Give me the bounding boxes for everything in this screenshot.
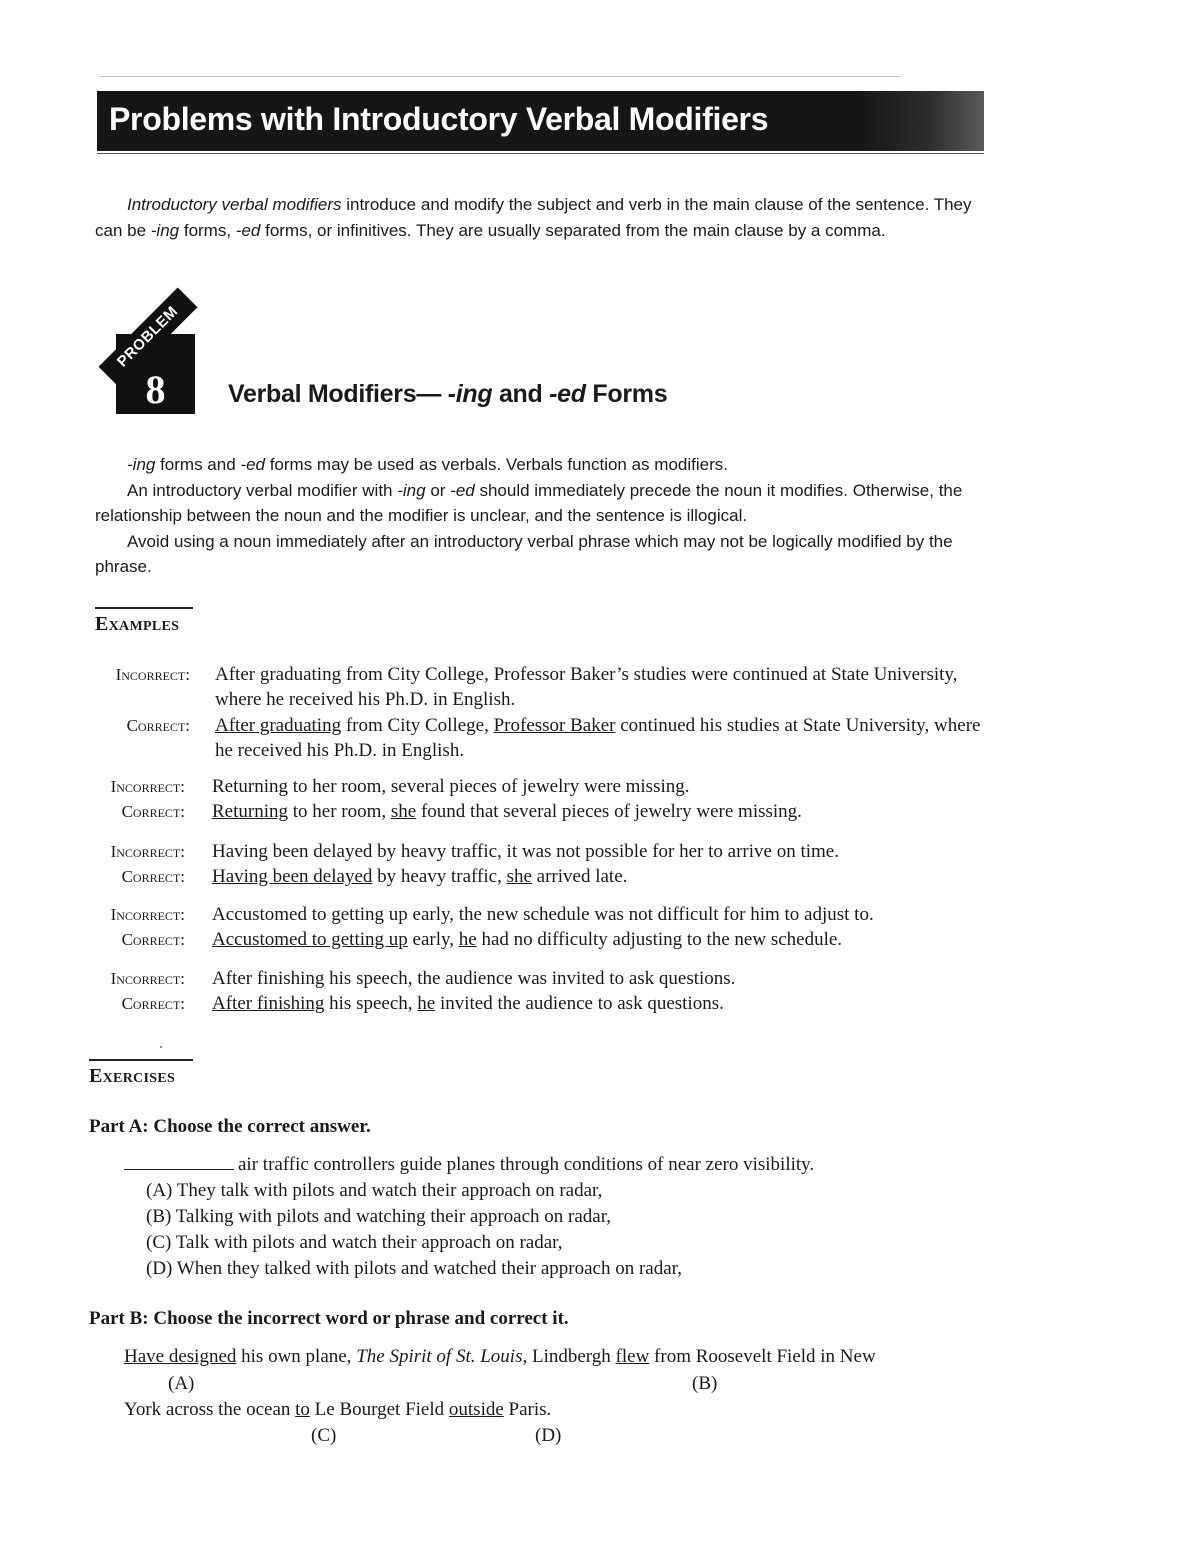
example-text: his speech, <box>324 993 418 1014</box>
letter-c: (C) <box>311 1425 337 1446</box>
example-text: had no difficulty adjusting to the new schedule. <box>476 929 843 950</box>
underlined-phrase: she <box>390 801 417 822</box>
example-text: continued his studies at State University, where he received his Ph.D. in English. <box>215 715 981 761</box>
part-b-text: Le Bourget Field <box>309 1399 449 1420</box>
letter-d: (D) <box>535 1425 562 1446</box>
example-correct <box>215 713 985 763</box>
example-incorrect: After graduating from City College, Professor Baker’s studies were continued at State University, where he received his Ph.D. in English. <box>215 664 958 710</box>
problem-ribbon-label: PROBLEM <box>113 302 182 371</box>
section-title-text: and <box>492 380 550 408</box>
example-correct <box>212 799 987 824</box>
examples-rule <box>95 607 193 609</box>
underlined-phrase: Returning <box>212 801 288 822</box>
underlined-phrase: After graduating <box>215 715 342 736</box>
incorrect-label: Incorrect: <box>115 665 190 684</box>
examples-heading: Examples <box>95 613 180 635</box>
example-text: from City College, <box>341 715 494 736</box>
section-title-text: Verbal Modifiers— <box>228 380 448 408</box>
underlined-phrase: Professor Baker <box>493 715 616 736</box>
option-d: (D) When they talked with pilots and watched their approach on radar, <box>146 1258 682 1279</box>
part-b-text: from Roosevelt Field in New <box>649 1346 876 1367</box>
underlined-phrase: Accustomed to getting up <box>212 929 408 950</box>
section-title <box>228 380 667 409</box>
explanation-text: An introductory verbal modifier with <box>127 480 398 500</box>
correct-label: Correct: <box>121 930 185 949</box>
example-correct <box>212 864 987 889</box>
example-text: arrived late. <box>531 866 628 887</box>
exercises-heading: Exercises <box>89 1065 176 1087</box>
example-text: early, <box>407 929 459 950</box>
banner-rule <box>97 153 984 154</box>
example-incorrect: Accustomed to getting up early, the new schedule was not difficult for him to adjust to. <box>212 904 874 925</box>
example-correct <box>212 927 992 952</box>
example-text: found that several pieces of jewelry were missing. <box>416 801 802 822</box>
explanation-text: Avoid using a noun immediately after an introductory verbal phrase which may not be logically modified by the phrase. <box>95 531 953 576</box>
underlined-phrase: he <box>458 929 477 950</box>
underlined-phrase: Having been delayed <box>212 866 373 887</box>
example-incorrect: After finishing his speech, the audience was invited to ask questions. <box>212 968 736 989</box>
section-title-ed: -ed <box>549 380 586 408</box>
underlined-phrase: outside <box>448 1399 504 1420</box>
option-c: (C) Talk with pilots and watch their approach on radar, <box>146 1232 563 1253</box>
intro-term: Introductory verbal modifiers <box>127 195 342 214</box>
incorrect-label: Incorrect: <box>110 842 185 861</box>
part-b-text: Paris. <box>503 1399 552 1420</box>
correct-label: Correct: <box>121 802 185 821</box>
part-b-heading: Part B: Choose the incorrect word or phrase and correct it. <box>89 1308 569 1329</box>
answer-blank <box>124 1169 234 1170</box>
exercises-rule <box>89 1059 193 1061</box>
explanation-text: or <box>425 480 451 500</box>
example-incorrect: Returning to her room, several pieces of jewelry were missing. <box>212 776 690 797</box>
incorrect-label: Incorrect: <box>110 969 185 988</box>
title-banner <box>97 91 984 151</box>
example-incorrect: Having been delayed by heavy traffic, it was not possible for her to arrive on time. <box>212 841 839 862</box>
example-text: by heavy traffic, <box>372 866 507 887</box>
explanation-ed: -ed <box>450 480 475 500</box>
intro-ing: -ing <box>150 220 180 240</box>
explanation-text: should immediately precede the noun it modifies. Otherwise, the relationship between the noun and the modifier is unclear, and the sentence is illogical. <box>95 480 963 525</box>
explanation-text: forms and <box>155 455 241 474</box>
part-b-text: Lindbergh <box>527 1346 616 1367</box>
explanation-paragraph <box>95 452 990 580</box>
underlined-phrase: he <box>417 993 436 1014</box>
explanation-text: forms may be used as verbals. Verbals function as modifiers. <box>264 455 728 474</box>
part-b-line-1 <box>124 1346 876 1368</box>
correct-label: Correct: <box>121 867 185 886</box>
option-b: (B) Talking with pilots and watching their approach on radar, <box>146 1206 612 1227</box>
letter-a: (A) <box>168 1373 195 1394</box>
correct-label: Correct: <box>121 994 185 1013</box>
correct-label: Correct: <box>126 716 190 735</box>
problem-number: 8 <box>145 367 166 412</box>
intro-text: forms, or infinitives. They are usually separated from the main clause by a comma. <box>260 220 886 240</box>
part-b-line-2 <box>124 1399 551 1421</box>
explanation-ed: -ed <box>240 455 265 474</box>
option-a: (A) They talk with pilots and watch their approach on radar, <box>146 1180 603 1201</box>
example-text: invited the audience to ask questions. <box>435 993 724 1014</box>
intro-paragraph <box>95 192 990 243</box>
underlined-phrase: Have designed <box>124 1346 237 1367</box>
incorrect-label: Incorrect: <box>110 777 185 796</box>
part-a-stem-text: air traffic controllers guide planes through conditions of near zero visibility. <box>238 1154 815 1175</box>
intro-ed: -ed <box>235 220 261 240</box>
explanation-ing: -ing <box>127 455 156 474</box>
part-b-text: York across the ocean <box>124 1399 296 1420</box>
underlined-phrase: After finishing <box>212 993 325 1014</box>
underlined-phrase: to <box>295 1399 310 1420</box>
page-title: Problems with Introductory Verbal Modifiers <box>109 101 769 137</box>
part-b-text: his own plane, <box>236 1346 357 1367</box>
book-title: The Spirit of St. Louis, <box>356 1346 528 1367</box>
example-text: to her room, <box>288 801 391 822</box>
part-a-stem <box>124 1154 814 1176</box>
letter-b: (B) <box>692 1373 718 1394</box>
example-correct <box>212 991 987 1016</box>
section-title-ing: -ing <box>447 380 493 408</box>
underlined-phrase: flew <box>615 1346 650 1367</box>
scan-speck <box>160 1046 162 1048</box>
explanation-ing: -ing <box>397 480 426 500</box>
top-rule <box>100 76 900 77</box>
section-title-text: Forms <box>585 380 668 408</box>
part-a-heading: Part A: Choose the correct answer. <box>89 1116 371 1137</box>
underlined-phrase: she <box>506 866 532 887</box>
incorrect-label: Incorrect: <box>110 905 185 924</box>
intro-text: introduce and modify the subject and verb in the main clause of the sentence. They can be <box>95 195 972 240</box>
intro-text: forms, <box>179 220 236 240</box>
